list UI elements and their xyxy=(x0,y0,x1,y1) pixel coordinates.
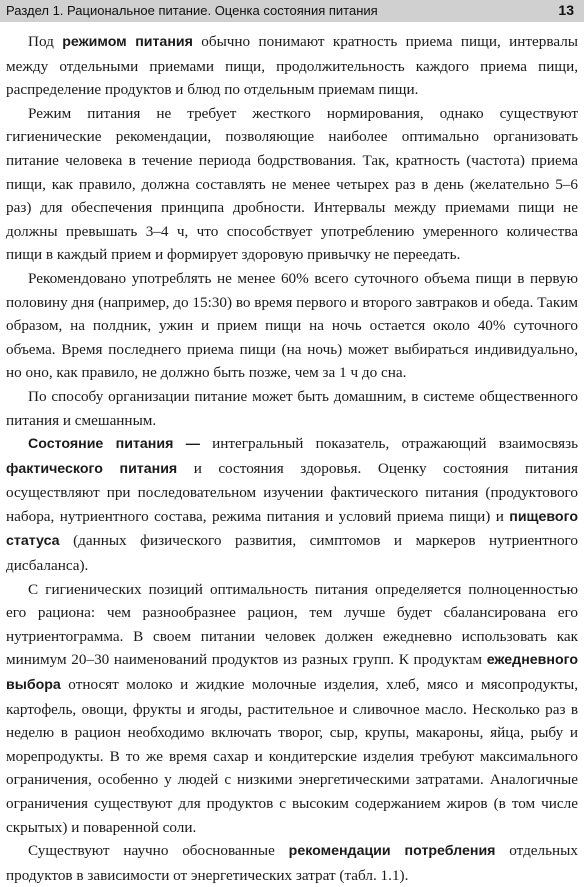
paragraph-recommendations xyxy=(6,839,578,887)
bold-term: рекомендации потребления xyxy=(288,843,496,860)
paragraph-nutrition-status xyxy=(6,432,578,578)
bold-term: фактического питания xyxy=(6,460,178,477)
paragraph-diet-optimality xyxy=(6,578,578,840)
paragraph-meal-frequency xyxy=(6,102,578,267)
bold-term: пищевого статуса xyxy=(6,508,578,550)
page-number: 13 xyxy=(558,2,574,18)
paragraph-text: По способу организации питание может быть домашним, в системе общественного питания и смешанным. xyxy=(6,387,578,429)
paragraph-text: обычно понимают кратность приема пищи, интервалы между отдельными приемами пищи, продолжительность каждого приема пищи, распределение продуктов и блюд по отдельным приемам пищи. xyxy=(6,33,578,99)
page-body xyxy=(6,30,578,887)
paragraph-text: и состояния здоровья. Оценку состояния питания осуществляют при последовательном изучении фактического питания (продуктового набора, нутриентного состава, режима питания и условий приема пищи) и xyxy=(6,459,579,525)
header-title: Раздел 1. Рациональное питание. Оценка состояния питания xyxy=(6,3,378,18)
paragraph-text: интегральный показатель, отражающий взаимосвязь xyxy=(199,435,578,453)
paragraph-text: Режим питания не требует жесткого нормирования, однако существуют гигиенические рекомендации, позволяющие наиболее оптимально организовать питание человека в течение периода бодрствования. Так, кратность (частота) приема пищи, как правило, должна составлять не менее четырех раз в день (желательно 5–6 раз) для обеспечения принципа дробности. Интервалы между приемами пищи не должны превышать 3–4 ч, что способствует употреблению умеренного количества пищи в каждый прием и формирует здоровую привычку не переедать. xyxy=(6,104,578,264)
page-header xyxy=(0,0,584,22)
bold-term: Состояние питания — xyxy=(28,436,200,453)
paragraph-text: Существуют научно обоснованные xyxy=(28,842,289,860)
paragraph-text: С гигиенических позиций оптимальность питания определяется полноценностью его рациона: чем разнообразнее рацион, тем лучше будет сбалансирована его нутриентограмма. В своем питании человек должен ежедневно использовать как минимум 20–30 наименований продуктов из разных групп. К продуктам xyxy=(6,580,578,669)
paragraph-text: (данных физического развития, симптомов и маркеров нутриентного дисбаланса). xyxy=(6,532,578,575)
bold-term: ежедневного выбора xyxy=(6,652,578,694)
paragraph-meal-regime xyxy=(6,30,578,102)
paragraph-text: Рекомендовано употреблять не менее 60% всего суточного объема пищи в первую половину дня (например, до 15:30) во время первого и второго завтраков и обеда. Таким образом, на полдник, ужин и прием пищи на ночь остается около 40% суточного объема. Время последнего приема пищи (на ночь) может выбираться индивидуально, но оно, как правило, не должно быть позже, чем за 1 ч до сна. xyxy=(6,269,578,382)
bold-term: режимом питания xyxy=(62,34,193,50)
paragraph-text: Под xyxy=(28,33,63,50)
paragraph-text: отдельных продуктов в зависимости от энергетических затрат (табл. 1.1). xyxy=(6,842,578,884)
paragraph-organization xyxy=(6,385,578,432)
paragraph-daily-volume xyxy=(6,267,578,385)
paragraph-text: относят молоко и жидкие молочные изделия, хлеб, мясо и мясопродукты, картофель, овощи, фрукты и ягоды, растительное и сливочное масло. Несколько раз в неделю в рацион необходимо включать творог, сыр, крупы, макароны, яйца, рыбу и морепродукты. В то же время сахар и кондитерские изделия требуют максимального ограничения, особенно у людей с низкими энергетическими затратами. Аналогичные ограничения существуют для продуктов с высоким содержанием жиров (в том числе скрытых) и поваренной соли. xyxy=(6,676,578,836)
